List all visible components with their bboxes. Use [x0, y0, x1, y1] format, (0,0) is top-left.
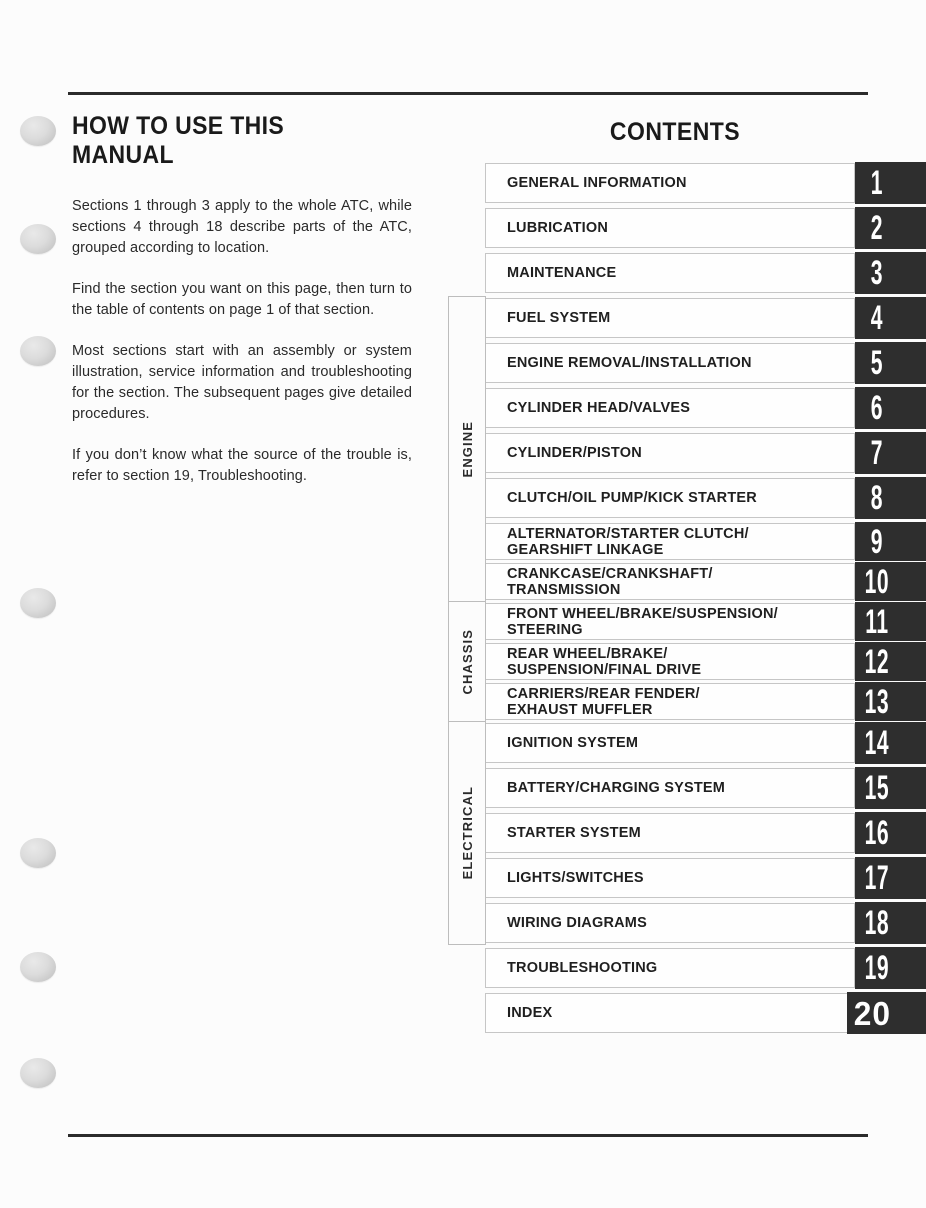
toc-row[interactable]: [485, 298, 926, 338]
toc-row[interactable]: [485, 478, 926, 518]
toc-row-box: [485, 858, 855, 898]
toc-row-label: TROUBLESHOOTING: [507, 960, 658, 976]
toc-row-box: [485, 388, 855, 428]
toc-row[interactable]: [485, 723, 926, 763]
toc-section-number: 4: [870, 299, 883, 337]
toc-section-tab[interactable]: [855, 602, 926, 641]
toc-section-number: 18: [864, 904, 889, 942]
toc-section-number: 20: [853, 994, 892, 1032]
binder-hole: [20, 952, 56, 982]
toc-row-box: [485, 993, 855, 1033]
toc-group-bracket: [448, 601, 486, 722]
toc-row-box: [485, 478, 855, 518]
toc-group-bracket: [448, 721, 486, 945]
toc-section-number: 3: [870, 254, 883, 292]
intro-paragraph: Find the section you want on this page, then turn to the table of contents on page 1 of that section.: [72, 281, 412, 318]
toc-section-tab[interactable]: [855, 857, 926, 899]
binder-hole: [20, 838, 56, 868]
toc-section-tab[interactable]: [855, 902, 926, 944]
toc-row-label-line2: GEARSHIFT LINKAGE: [507, 541, 664, 558]
toc-group-label: CHASSIS: [459, 628, 475, 695]
binder-hole: [20, 1058, 56, 1088]
toc-row-label: BATTERY/CHARGING SYSTEM: [507, 780, 726, 796]
toc-row-box: [485, 813, 855, 853]
toc-section-tab[interactable]: [847, 992, 926, 1034]
binder-hole: [20, 336, 56, 366]
toc-row-label: LUBRICATION: [507, 220, 609, 236]
toc-row[interactable]: [485, 993, 926, 1033]
toc-section-tab[interactable]: [855, 767, 926, 809]
toc-row-label-line2: STEERING: [507, 621, 583, 638]
binder-hole: [20, 224, 56, 254]
toc-group-label: ELECTRICAL: [459, 786, 475, 880]
toc-row[interactable]: [485, 253, 926, 293]
toc-row[interactable]: [485, 683, 926, 720]
toc-section-number: 8: [870, 479, 883, 517]
toc-row-label: INDEX: [507, 1005, 553, 1021]
intro-paragraph: Sections 1 through 3 apply to the whole ATC, while sections 4 through 18 describe parts of the ATC, grouped according to location.: [72, 198, 412, 256]
toc-group-label: ENGINE: [459, 420, 475, 478]
toc-section-number: 10: [864, 562, 889, 601]
toc-row-box: [485, 903, 855, 943]
toc-row[interactable]: [485, 903, 926, 943]
toc-row[interactable]: [485, 208, 926, 248]
toc-row[interactable]: [485, 433, 926, 473]
toc-row[interactable]: [485, 163, 926, 203]
toc-section-tab[interactable]: [855, 297, 926, 339]
toc-section-tab[interactable]: [855, 342, 926, 384]
toc-section-tab[interactable]: [855, 432, 926, 474]
toc-section-tab[interactable]: [855, 387, 926, 429]
toc-row[interactable]: [485, 523, 926, 560]
toc-row[interactable]: [485, 343, 926, 383]
toc-row-label: STARTER SYSTEM: [507, 825, 641, 841]
toc-section-number: 1: [870, 164, 883, 202]
footer-rule: [68, 1134, 868, 1137]
toc-section-tab[interactable]: [855, 207, 926, 249]
toc-row-box: [485, 643, 855, 680]
toc-section-tab[interactable]: [855, 947, 926, 989]
toc-row-label: REAR WHEEL/BRAKE/ SUSPENSION/FINAL DRIVE: [507, 645, 702, 678]
toc-section-tab[interactable]: [855, 642, 926, 681]
toc-row-label: WIRING DIAGRAMS: [507, 915, 647, 931]
toc-row-label: CYLINDER/PISTON: [507, 445, 642, 461]
toc-section-number: 17: [864, 859, 889, 897]
toc-row-box: [485, 768, 855, 808]
toc-section-tab[interactable]: [855, 562, 926, 601]
toc-row[interactable]: [485, 388, 926, 428]
toc-section-tab[interactable]: [855, 252, 926, 294]
toc-row[interactable]: [485, 603, 926, 640]
toc-row-box: [485, 433, 855, 473]
toc-section-number: 9: [870, 522, 883, 561]
toc-section-number: 6: [870, 389, 883, 427]
toc-section-tab[interactable]: [855, 522, 926, 561]
toc-row-label: FUEL SYSTEM: [507, 310, 611, 326]
toc-row[interactable]: [485, 813, 926, 853]
toc-section-number: 14: [864, 724, 889, 762]
toc-row-label: LIGHTS/SWITCHES: [507, 870, 644, 886]
toc-row-box: [485, 603, 855, 640]
contents-heading: CONTENTS: [609, 118, 741, 146]
toc-section-number: 19: [864, 949, 889, 987]
toc-row-box: [485, 298, 855, 338]
toc-section-number: 5: [870, 344, 883, 382]
toc-row[interactable]: [485, 948, 926, 988]
toc-row-box: [485, 253, 855, 293]
toc-section-number: 11: [864, 602, 889, 641]
toc-row-box: [485, 948, 855, 988]
toc-row-box: [485, 723, 855, 763]
toc-row-label: CARRIERS/REAR FENDER/ EXHAUST MUFFLER: [507, 685, 700, 718]
intro-paragraph: Most sections start with an assembly or system illustration, service information and troubleshooting for the section. The subsequent pages give detailed procedures.: [72, 343, 412, 422]
toc-section-number: 16: [864, 814, 889, 852]
page-title: HOW TO USE THIS MANUAL: [72, 112, 285, 169]
toc-row-label: CLUTCH/OIL PUMP/KICK STARTER: [507, 490, 757, 506]
toc-row[interactable]: [485, 643, 926, 680]
toc-group-bracket: [448, 296, 486, 602]
toc-row-box: [485, 683, 855, 720]
toc-row[interactable]: [485, 768, 926, 808]
toc-row-label: ALTERNATOR/STARTER CLUTCH/ GEARSHIFT LINKAGE: [507, 525, 749, 558]
toc-row-label: GENERAL INFORMATION: [507, 175, 687, 191]
toc-row-label: FRONT WHEEL/BRAKE/SUSPENSION/ STEERING: [507, 605, 778, 638]
toc-section-number: 15: [864, 769, 889, 807]
header-rule: [68, 92, 868, 95]
toc-section-tab[interactable]: [855, 477, 926, 519]
toc-row-label-line2: SUSPENSION/FINAL DRIVE: [507, 661, 702, 678]
toc-row-label-line2: TRANSMISSION: [507, 581, 621, 598]
toc-row-label: ENGINE REMOVAL/INSTALLATION: [507, 355, 752, 371]
toc-row-label-line2: EXHAUST MUFFLER: [507, 701, 653, 718]
toc-row-label: IGNITION SYSTEM: [507, 735, 639, 751]
toc-row-box: [485, 563, 855, 600]
toc-row[interactable]: [485, 858, 926, 898]
toc-section-number: 12: [864, 642, 889, 681]
toc-section-tab[interactable]: [855, 682, 926, 721]
toc-row-label: MAINTENANCE: [507, 265, 617, 281]
toc-section-tab[interactable]: [855, 812, 926, 854]
toc-row-box: [485, 208, 855, 248]
toc-row-box: [485, 163, 855, 203]
toc-section-number: 2: [870, 209, 883, 247]
how-to-use-section: [72, 112, 412, 507]
toc-section-tab[interactable]: [855, 722, 926, 764]
toc-section-number: 7: [870, 434, 883, 472]
toc-row-box: [485, 343, 855, 383]
toc-row-label: CRANKCASE/CRANKSHAFT/ TRANSMISSION: [507, 565, 713, 598]
toc-row-label: CYLINDER HEAD/VALVES: [507, 400, 691, 416]
toc-row[interactable]: [485, 563, 926, 600]
toc-section-number: 13: [864, 682, 889, 721]
intro-paragraph: If you don’t know what the source of the trouble is, refer to section 19, Troubleshooting.: [72, 447, 412, 484]
toc-section-tab[interactable]: [855, 162, 926, 204]
binder-hole: [20, 116, 56, 146]
toc-row-box: [485, 523, 855, 560]
binder-hole: [20, 588, 56, 618]
